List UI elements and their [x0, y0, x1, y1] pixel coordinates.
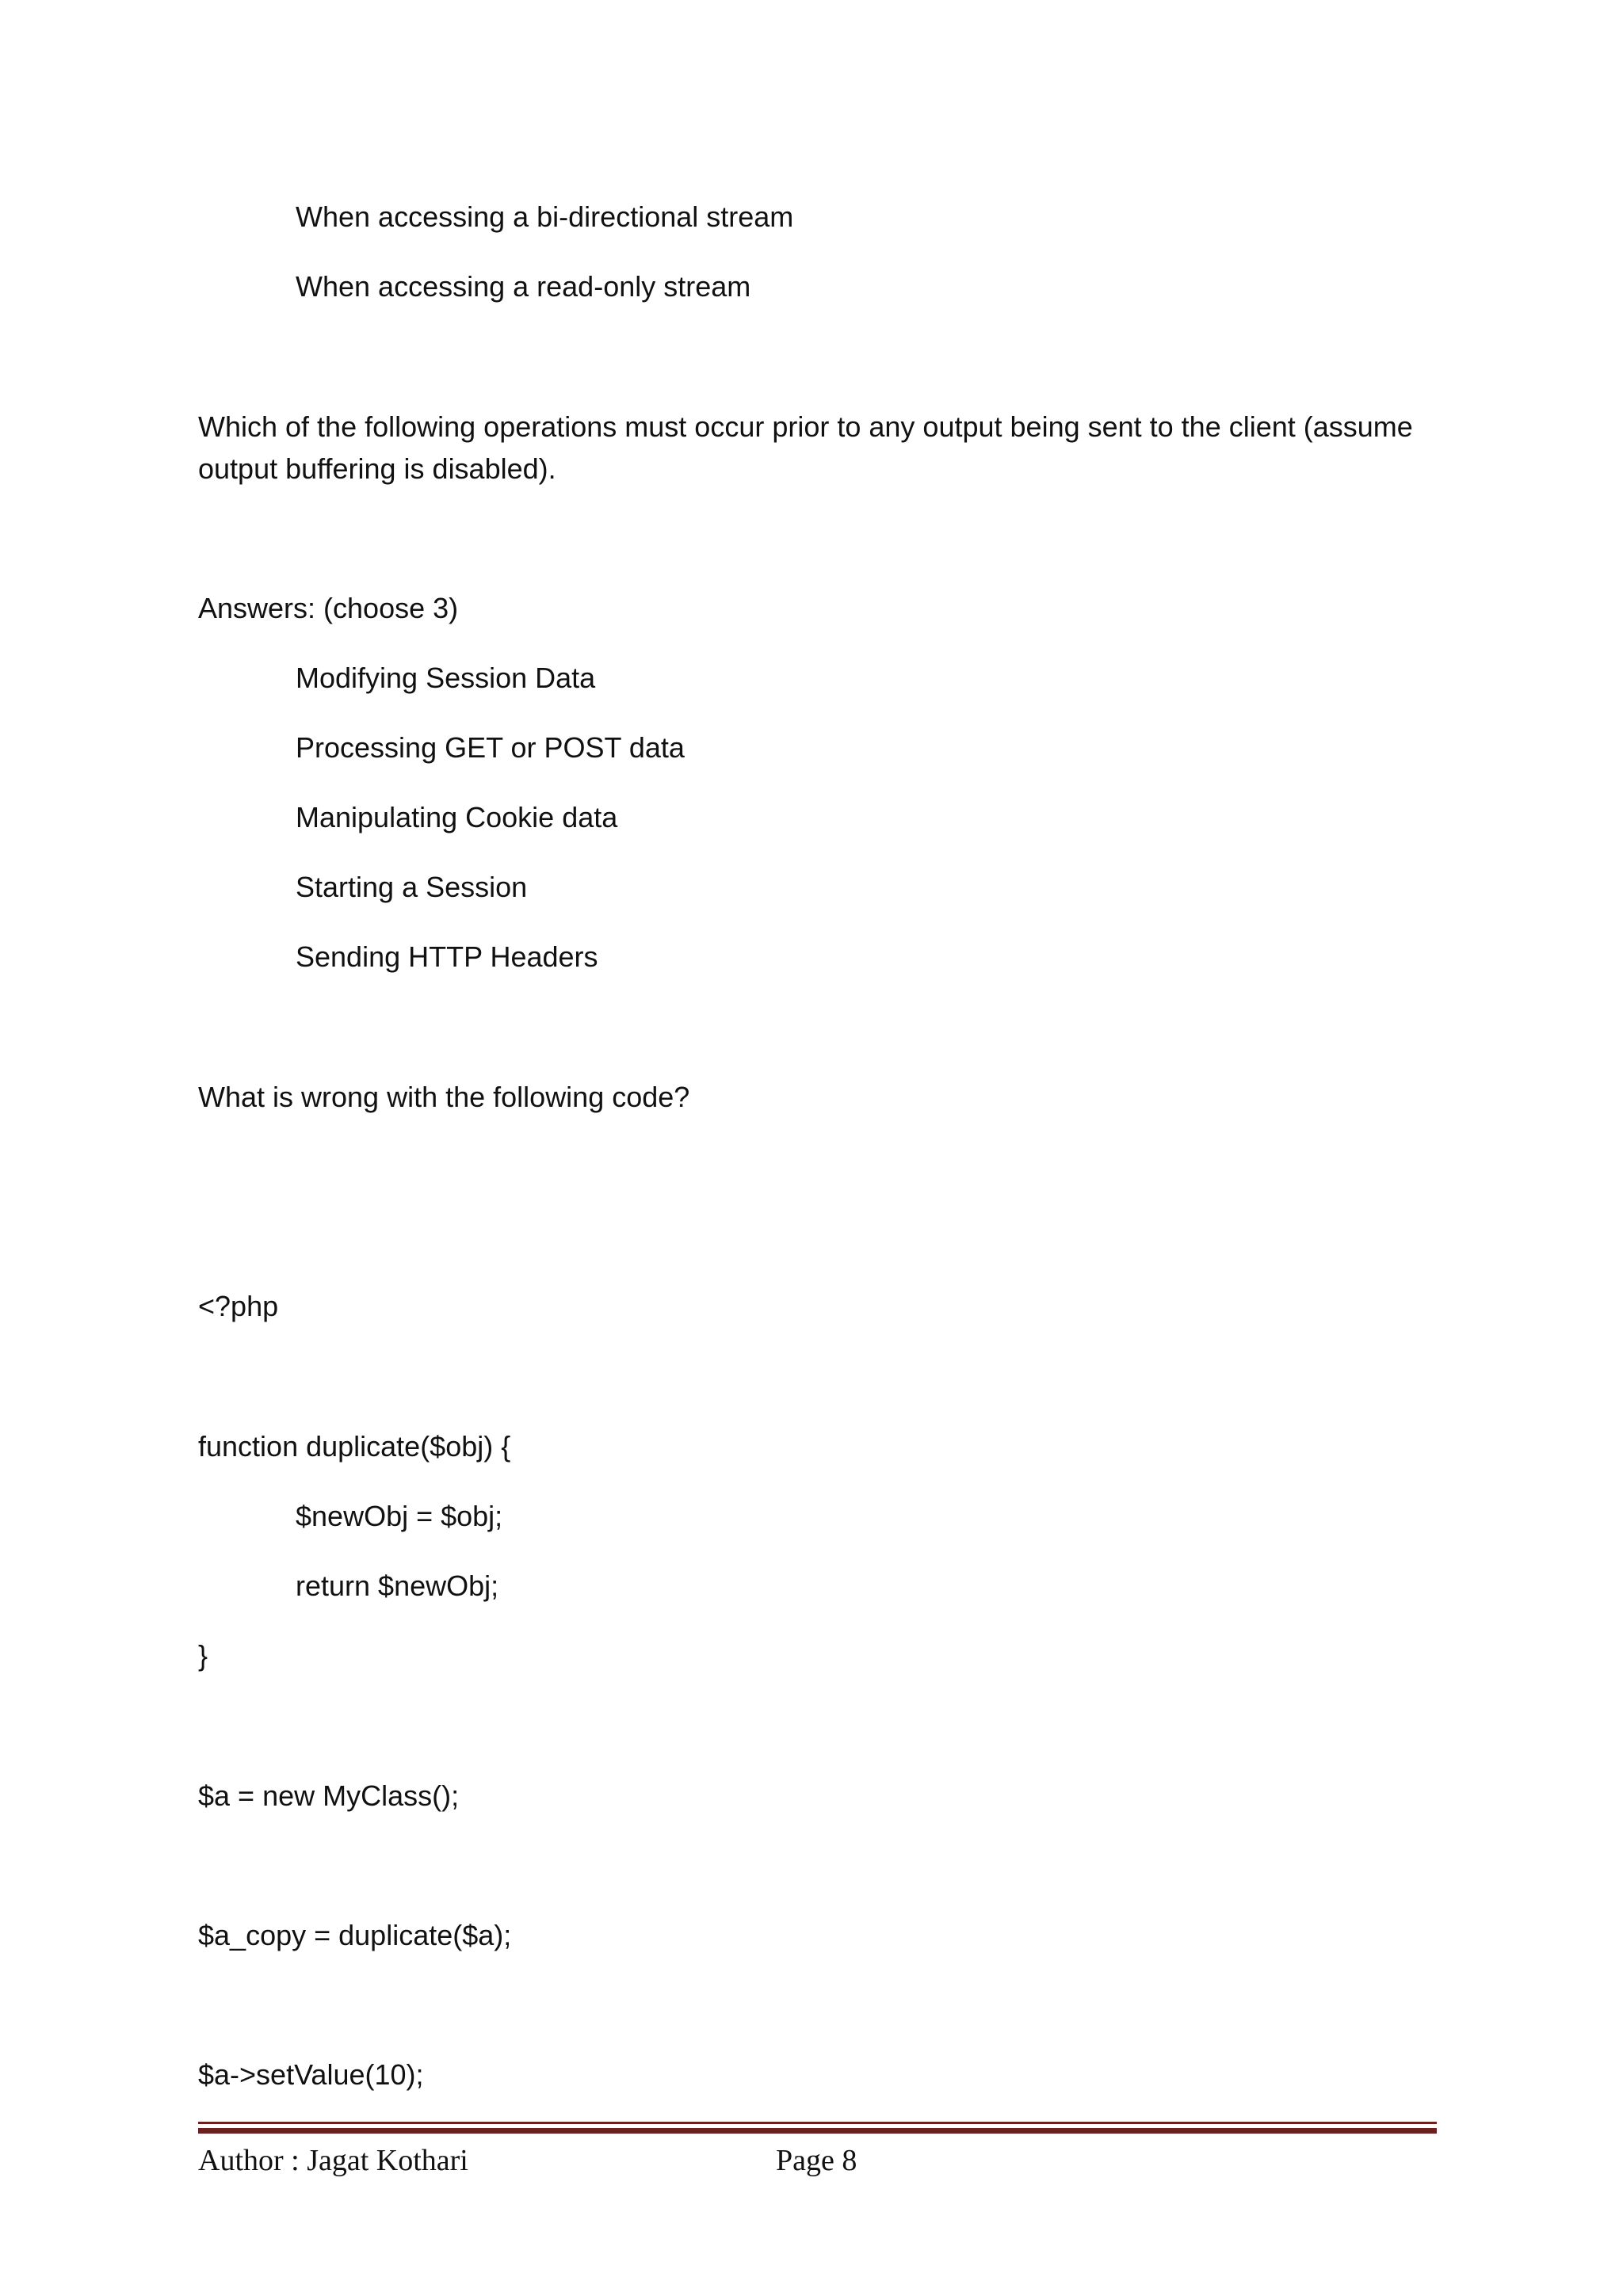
- answer-option: Starting a Session: [296, 871, 528, 903]
- footer-author: Author : Jagat Kothari: [198, 2144, 468, 2177]
- code-line: $a = new MyClass();: [198, 1779, 460, 1812]
- code-line: $a->setValue(10);: [198, 2058, 424, 2091]
- footer-page-number: Page 8: [776, 2144, 857, 2177]
- answer-option: Sending HTTP Headers: [296, 940, 598, 973]
- code-line: <?php: [198, 1290, 279, 1322]
- question-text: What is wrong with the following code?: [198, 1081, 690, 1113]
- footer-rule-thick: [198, 2128, 1437, 2134]
- answers-label: Answers: (choose 3): [198, 592, 459, 624]
- answer-option: When accessing a bi-directional stream: [296, 200, 794, 233]
- answer-option: Modifying Session Data: [296, 662, 596, 694]
- question-text: Which of the following operations must occur prior to any output being sent to the client (assume output buffering is disabled).: [198, 410, 1413, 485]
- answer-option: When accessing a read-only stream: [296, 270, 751, 303]
- answer-option: Processing GET or POST data: [296, 731, 685, 764]
- code-line: function duplicate($obj) {: [198, 1430, 511, 1463]
- code-line: $newObj = $obj;: [296, 1500, 503, 1532]
- code-line: }: [198, 1639, 208, 1672]
- footer-rule-thin: [198, 2122, 1437, 2124]
- code-line: return $newObj;: [296, 1569, 499, 1602]
- answer-option: Manipulating Cookie data: [296, 801, 618, 833]
- code-line: $a_copy = duplicate($a);: [198, 1919, 512, 1951]
